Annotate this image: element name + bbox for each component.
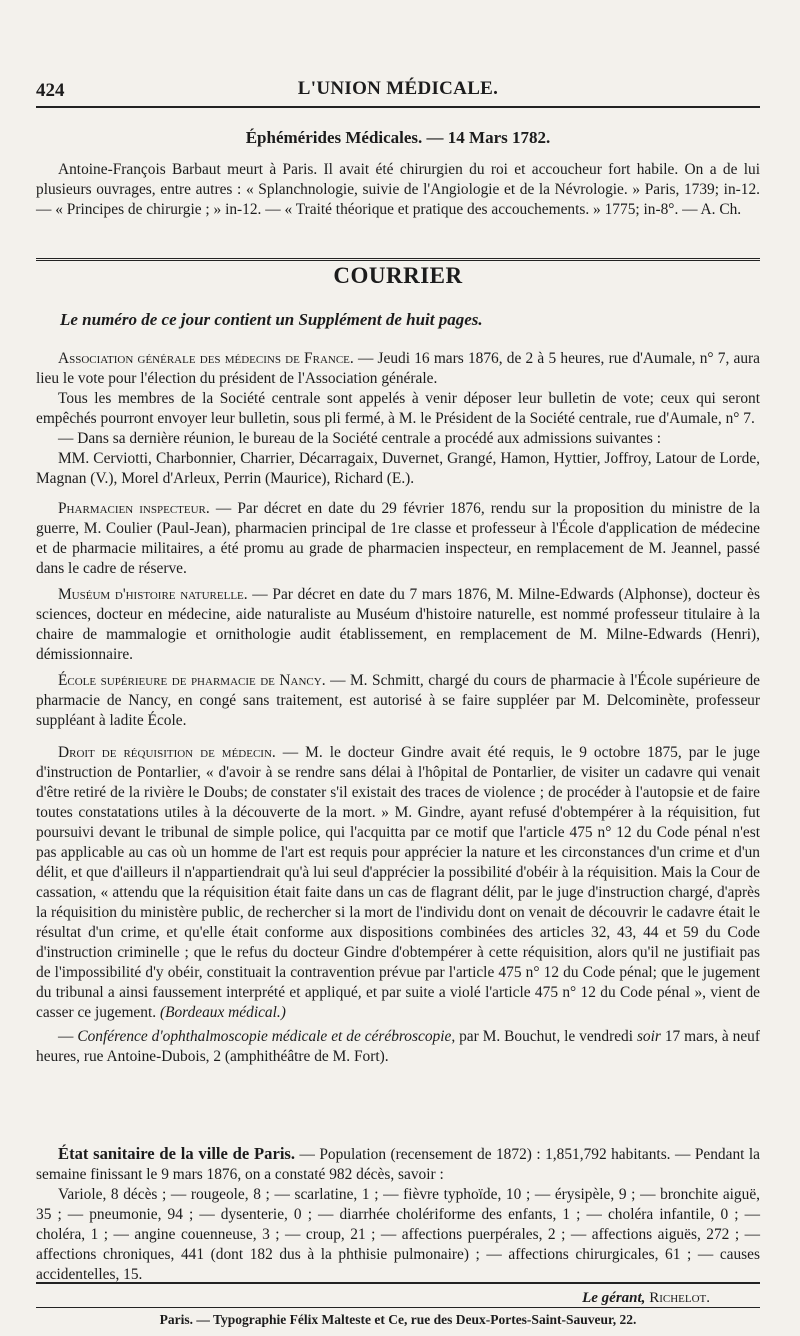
museum-heading: Muséum d'histoire naturelle. bbox=[58, 586, 248, 603]
etat-paragraph bbox=[36, 1144, 760, 1185]
etat-details: Variole, 8 décès ; — rougeole, 8 ; — scarlatine, 1 ; — fièvre typhoïde, 10 ; — érysipèle, 9 ; — bronchite aiguë, 35 ; — pneumonie, 94 ; — dysenterie, 0 ; — diarrhée cholériforme des enfants, 1 ; — choléra infantile, 0 ; — choléra, 1 ; — angine couenneuse, 3 ; — croup, 21 ; — affections puerpérales, 2 ; — affections aiguës, 272 ; — affections chroniques, 441 (dont 182 dus à la phthisie pulmonaire) ; — affections chirurgicales, 61 ; — causes accidentelles, 15. bbox=[36, 1186, 760, 1283]
ecole-paragraph bbox=[36, 671, 760, 731]
supplement-notice: Le numéro de ce jour contient un Supplément de huit pages. bbox=[60, 310, 483, 329]
ephemerides-title: Éphémérides Médicales. — 14 Mars 1782. bbox=[245, 128, 551, 147]
reunion-paragraph: — Dans sa dernière réunion, le bureau de la Société centrale a procédé aux admissions suivantes : bbox=[58, 430, 662, 447]
association-heading: Association générale des médecins de France. bbox=[58, 350, 354, 367]
conference-soir: soir bbox=[636, 1028, 661, 1045]
printer-imprint: Paris. — Typographie Félix Malteste et Ce, rue des Deux-Portes-Saint-Sauveur, 22. bbox=[159, 1312, 637, 1327]
pharmacien-text: — Par décret en date du 29 février 1876, rendu sur la proposition du ministre de la guerre, M. Coulier (Paul-Jean), pharmacien principal de 1re classe et professeur à l'École d'application de médecine et de pharmacie militaires, a été promu au grade de pharmacien inspecteur, en remplacement de M. Jeannel, passé dans le cadre de réserve. bbox=[36, 500, 760, 577]
ephemerides-section bbox=[36, 160, 760, 220]
ephemerides-text: Antoine-François Barbaut meurt à Paris. Il avait été chirurgien du roi et accoucheur fort habile. On a de lui plusieurs ouvrages, entre autres : « Splanchnologie, suivie de l'Angiologie et de la Névrologie. » Paris, 1739; in-12. — « Principes de chirurgie ; » in-12. — « Traité théorique et pratique des accouchements. » 1775; in-8°. — A. Ch. bbox=[36, 161, 760, 218]
etat-sanitaire-section bbox=[36, 1144, 760, 1285]
ecole-heading: École supérieure de pharmacie de Nancy. bbox=[58, 672, 326, 689]
droit-heading: Droit de réquisition de médecin. bbox=[58, 744, 276, 761]
courrier-section bbox=[36, 349, 760, 1067]
signature-name: Richelot. bbox=[649, 1290, 710, 1306]
admissions-list: MM. Cerviotti, Charbonnier, Charrier, Décarragaix, Duvernet, Grangé, Hamon, Hyttier, Joffroy, Latour de Lorde, Magnan (V.), Morel d'Arleux, Perrin (Maurice), Richard (E.). bbox=[36, 450, 760, 487]
droit-source: (Bordeaux médical.) bbox=[159, 1004, 286, 1021]
signature-label: Le gérant, bbox=[582, 1290, 646, 1306]
footer-rule bbox=[36, 1282, 760, 1284]
museum-text: — Par décret en date du 7 mars 1876, M. Milne-Edwards (Alphonse), docteur ès sciences, docteur en médecine, aide naturaliste au Muséum d'histoire naturelle, est nommé professeur titulaire à la chaire de mammalogie et ornithologie audit établissement, en remplacement de M. Milne-Edwards (Henri), démissionnaire. bbox=[36, 586, 760, 663]
association-text: — Jeudi 16 mars 1876, de 2 à 5 heures, rue d'Aumale, n° 7, aura lieu le vote pour l'élection du président de l'Association générale. bbox=[36, 350, 760, 387]
pharmacien-paragraph bbox=[36, 499, 760, 579]
etat-intro: — Population (recensement de 1872) : 1,851,792 habitants. — Pendant la semaine finissant le 9 mars 1876, on a constaté 982 décès, savoir : bbox=[36, 1146, 760, 1183]
droit-text: — M. le docteur Gindre avait été requis, le 9 octobre 1875, par le juge d'instruction de Pontarlier, « d'avoir à se rendre sans délai à l'hôpital de Pontarlier, de visiter un cadavre qui venait d'être retiré de la rivière le Doubs; de constater s'il existait des traces de violence ; de procéder à l'autopsie et de faire toutes constatations utiles à la découverte de la mort. » M. Gindre, ayant refusé d'obtempérer à la réquisition, fut poursuivi devant le tribunal de simple police, qui l'acquitta par ce motif que l'article 475 n° 12 du Code pénal n'est pas applicable au cas où un homme de l'art est requis pour apprécier la nature et les circonstances d'un crime et d'un délit, et que d'ailleurs il n'appartiendrait qu'à lui seul d'apprécier la possibilité d'obéir à la réquisition. Mais la Cour de cassation, « attendu que la réquisition était faite dans un cas de flagrant délit, par le juge d'instruction chargé, d'après la réquisition du ministère public, de rechercher si la mort de l'individu dont on venait de découvrir le cadavre était le résultat d'un crime, et qu'elle était conforme aux dispositions combinées des articles 32, 43, 44 et 59 du Code d'instruction criminelle ; que le refus du docteur Gindre d'obtempérer à cette réquisition, alors qu'il ne justifiait pas de l'impossibilité d'y obéir, constituait la contravention prévue par l'article 475 n° 12 du Code pénal; que le jugement du tribunal a ainsi faussement interprété et appliqué, et par suite a violé l'article 475 n° 12 du Code pénal », vient de casser ce jugement. bbox=[36, 744, 760, 1021]
etat-title: État sanitaire de la ville de Paris. bbox=[58, 1144, 296, 1163]
ecole-text: — M. Schmitt, chargé du cours de pharmacie à l'École supérieure de pharmacie de Nancy, en congé sans traitement, est autorisé à se faire suppléer par M. Delcominète, professeur suppléant à ladite École. bbox=[36, 672, 760, 729]
pharmacien-heading: Pharmacien inspecteur. bbox=[58, 500, 210, 517]
signature bbox=[582, 1290, 710, 1307]
page-header bbox=[36, 78, 760, 104]
section-divider bbox=[36, 258, 760, 261]
conference-text-2: 17 mars, à neuf heures, rue Antoine-Dubois, 2 (amphithéâtre de M. Fort). bbox=[36, 1028, 760, 1065]
running-title: L'UNION MÉDICALE. bbox=[297, 78, 499, 99]
courrier-title: COURRIER bbox=[333, 263, 463, 288]
association-paragraph-2: Tous les membres de la Société centrale sont appelés à venir déposer leur bulletin de vote; ceux qui seront empêchés pourront envoyer leur bulletin, sous pli fermé, à M. le Président de la Société centrale, rue d'Aumale, n° 7. bbox=[36, 390, 760, 427]
association-paragraph bbox=[36, 349, 760, 389]
header-rule bbox=[36, 106, 760, 108]
conference-text-1: par M. Bouchut, le vendredi bbox=[455, 1028, 637, 1045]
conference-paragraph bbox=[36, 1027, 760, 1067]
museum-paragraph bbox=[36, 585, 760, 665]
imprint-rule bbox=[36, 1307, 760, 1308]
droit-paragraph bbox=[36, 743, 760, 1023]
conference-dash: — bbox=[58, 1028, 78, 1045]
conference-title: Conférence d'ophthalmoscopie médicale et de cérébroscopie, bbox=[77, 1028, 456, 1045]
page-number: 424 bbox=[36, 80, 65, 101]
